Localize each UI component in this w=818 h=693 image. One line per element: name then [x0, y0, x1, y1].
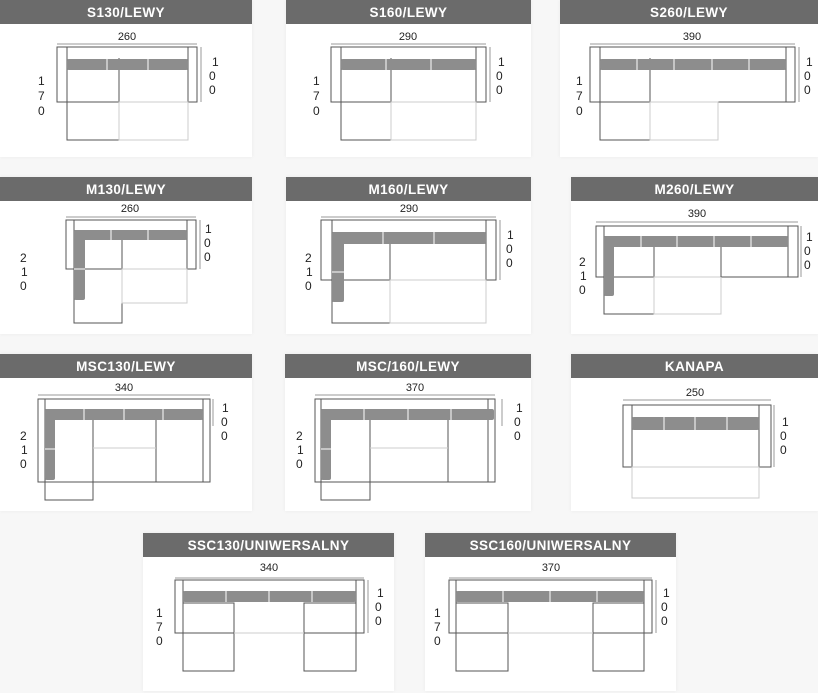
svg-text:0: 0 — [496, 83, 503, 97]
sofa-diagram — [286, 177, 531, 334]
svg-text:1: 1 — [222, 401, 229, 415]
card-s160-lewy[interactable] — [286, 0, 531, 157]
svg-text:0: 0 — [514, 429, 521, 443]
svg-text:0: 0 — [156, 634, 163, 648]
width-label: 370 — [541, 562, 561, 574]
depth-label — [496, 55, 505, 97]
svg-text:1: 1 — [21, 265, 28, 279]
svg-text:1: 1 — [21, 443, 28, 457]
width-label: 260 — [117, 31, 137, 43]
svg-text:0: 0 — [221, 429, 228, 443]
sofa-diagram — [571, 354, 818, 511]
width-label: 290 — [399, 203, 419, 215]
width-label: 250 — [685, 387, 705, 399]
card-title: SSC130/UNIWERSALNY — [143, 533, 394, 557]
length-label — [305, 251, 313, 293]
card-ssc160-uniwersalny[interactable] — [425, 533, 676, 691]
svg-text:1: 1 — [580, 269, 587, 283]
width-label: 260 — [120, 203, 140, 215]
depth-label — [375, 586, 384, 628]
svg-text:1: 1 — [498, 55, 505, 69]
depth-label — [221, 401, 229, 443]
width-label: 340 — [114, 382, 134, 394]
sofa-diagram — [143, 533, 394, 691]
svg-text:0: 0 — [296, 457, 303, 471]
card-title: MSC130/LEWY — [0, 354, 252, 378]
svg-text:0: 0 — [579, 283, 586, 297]
svg-text:1: 1 — [663, 586, 670, 600]
svg-text:0: 0 — [20, 457, 27, 471]
sofa-diagram — [286, 0, 531, 157]
sofa-diagram — [0, 177, 252, 334]
svg-text:0: 0 — [209, 69, 216, 83]
card-s130-lewy[interactable] — [0, 0, 252, 157]
svg-text:1: 1 — [38, 74, 45, 88]
svg-text:1: 1 — [507, 228, 514, 242]
svg-text:0: 0 — [375, 600, 382, 614]
svg-text:1: 1 — [434, 606, 441, 620]
sofa-diagram — [560, 0, 818, 157]
svg-text:0: 0 — [221, 415, 228, 429]
svg-text:0: 0 — [804, 83, 811, 97]
svg-text:1: 1 — [156, 606, 163, 620]
svg-text:0: 0 — [780, 429, 787, 443]
svg-text:1: 1 — [205, 222, 212, 236]
svg-text:0: 0 — [20, 279, 27, 293]
card-s260-lewy[interactable] — [560, 0, 818, 157]
depth-label — [514, 401, 523, 443]
svg-text:0: 0 — [506, 242, 513, 256]
length-label — [38, 74, 45, 118]
depth-digit-1: 1 — [212, 55, 219, 69]
svg-text:0: 0 — [434, 634, 441, 648]
card-title: M130/LEWY — [0, 177, 252, 201]
svg-text:0: 0 — [305, 279, 312, 293]
svg-text:0: 0 — [576, 104, 583, 118]
svg-text:0: 0 — [209, 83, 216, 97]
length-label — [20, 429, 28, 471]
card-kanapa[interactable] — [571, 354, 818, 511]
svg-text:0: 0 — [313, 104, 320, 118]
length-label — [156, 606, 163, 648]
svg-text:7: 7 — [434, 620, 441, 634]
svg-text:1: 1 — [576, 74, 583, 88]
width-label: 390 — [682, 31, 702, 43]
length-label — [434, 606, 441, 648]
card-msc160-lewy[interactable] — [285, 354, 531, 511]
svg-text:0: 0 — [804, 244, 811, 258]
svg-text:0: 0 — [38, 104, 45, 118]
svg-text:0: 0 — [204, 236, 211, 250]
depth-label — [804, 230, 813, 272]
svg-text:2: 2 — [305, 251, 312, 265]
svg-text:1: 1 — [516, 401, 523, 415]
width-label: 390 — [687, 208, 707, 220]
depth-label — [661, 586, 670, 628]
width-label: 340 — [259, 562, 279, 574]
svg-text:7: 7 — [156, 620, 163, 634]
card-msc130-lewy[interactable] — [0, 354, 252, 511]
svg-text:0: 0 — [804, 258, 811, 272]
svg-text:0: 0 — [506, 256, 513, 270]
card-title: S130/LEWY — [0, 0, 252, 24]
svg-text:7: 7 — [313, 89, 320, 103]
card-m260-lewy[interactable] — [571, 177, 818, 334]
sofa-diagram — [285, 354, 531, 511]
svg-text:0: 0 — [804, 69, 811, 83]
width-label: 290 — [398, 31, 418, 43]
depth-label — [804, 55, 813, 97]
svg-text:1: 1 — [313, 74, 320, 88]
depth-label — [209, 55, 219, 97]
svg-text:2: 2 — [20, 251, 27, 265]
sofa-diagram — [571, 177, 818, 334]
svg-text:1: 1 — [782, 415, 789, 429]
card-title: M260/LEWY — [571, 177, 818, 201]
svg-text:7: 7 — [38, 89, 45, 103]
sofa-diagram — [0, 354, 252, 511]
svg-text:0: 0 — [204, 250, 211, 264]
svg-text:1: 1 — [306, 265, 313, 279]
svg-text:2: 2 — [296, 429, 303, 443]
svg-text:1: 1 — [806, 230, 813, 244]
length-label — [20, 251, 28, 293]
card-title: SSC160/UNIWERSALNY — [425, 533, 676, 557]
card-title: M160/LEWY — [286, 177, 531, 201]
length-label — [296, 429, 304, 471]
card-m130-lewy[interactable] — [0, 177, 252, 334]
svg-text:0: 0 — [496, 69, 503, 83]
depth-label — [204, 222, 212, 264]
card-m160-lewy[interactable] — [286, 177, 531, 334]
svg-text:7: 7 — [576, 89, 583, 103]
card-title: MSC/160/LEWY — [285, 354, 531, 378]
sofa-diagram — [425, 533, 676, 691]
svg-text:1: 1 — [297, 443, 304, 457]
svg-text:0: 0 — [514, 415, 521, 429]
svg-text:1: 1 — [806, 55, 813, 69]
svg-text:2: 2 — [579, 255, 586, 269]
width-label: 370 — [405, 382, 425, 394]
length-label — [313, 74, 320, 118]
card-title: KANAPA — [571, 354, 818, 378]
svg-text:0: 0 — [780, 443, 787, 457]
length-label — [579, 255, 587, 297]
sofa-diagram — [0, 0, 252, 157]
card-title: S160/LEWY — [286, 0, 531, 24]
svg-text:1: 1 — [377, 586, 384, 600]
depth-label — [780, 415, 789, 457]
depth-label — [506, 228, 514, 270]
svg-text:0: 0 — [661, 600, 668, 614]
card-title: S260/LEWY — [560, 0, 818, 24]
svg-text:0: 0 — [375, 614, 382, 628]
svg-text:0: 0 — [661, 614, 668, 628]
length-label — [576, 74, 583, 118]
card-ssc130-uniwersalny[interactable] — [143, 533, 394, 691]
svg-text:2: 2 — [20, 429, 27, 443]
